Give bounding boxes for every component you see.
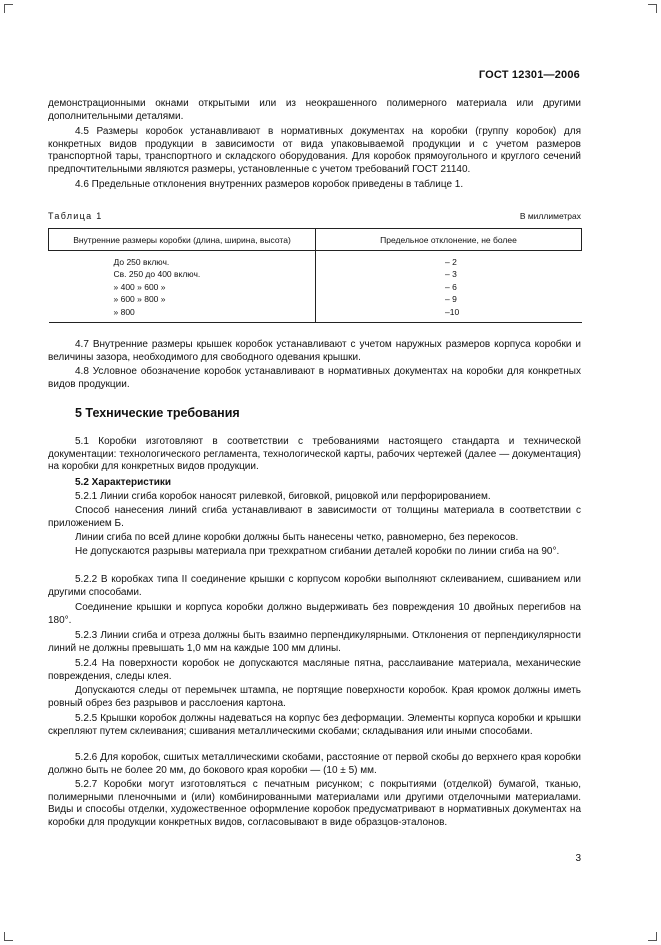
paragraph-5-2-2-joint: Соединение крышки и корпуса коробки должно выдерживать без повреждения 10 двойных перегибов на 180°. (48, 602, 581, 626)
paragraph-4-7: 4.7 Внутренние размеры крышек коробок устанавливают с учетом наружных размеров корпуса коробки и величины зазора, необходимого для свободного одевания крышки. (48, 339, 581, 363)
table-unit: В миллиметрах (519, 211, 581, 221)
corner-mark-top-left (4, 4, 13, 13)
paragraph-4-8: 4.8 Условное обозначение коробок устанавливают в нормативных документах на коробки для конкретных видов продукции. (48, 366, 581, 390)
paragraph-5-2-5: 5.2.5 Крышки коробок должны надеваться на корпус без деформации. Элементы корпуса коробки и крышки скрепляют путем склеивания; сшивания металлическими скобами; складывания или иными способами. (48, 713, 581, 737)
paragraph-5-2-7: 5.2.7 Коробки могут изготовляться с печатным рисунком; с покрытиями (отделкой) бумагой, тканью, полимерными пленочными и (или) комбинированными материалами или другими отделочными материалами. Виды и способы отделки, художественное оформление коробок предусматривают в нормативных документах на коробки для продукции конкретных видов, согласовывают в виде образцов-эталонов. (48, 779, 581, 828)
table-header-sizes: Внутренние размеры коробки (длина, ширина, высота) (49, 229, 316, 251)
table-header-row (49, 229, 582, 251)
size-row: » 800 (113, 306, 135, 317)
size-row: Св. 250 до 400 включ. (113, 269, 201, 280)
table-label: Таблица 1 (48, 211, 103, 221)
paragraph-4-5: 4.5 Размеры коробок устанавливают в нормативных документах на коробки (группу коробок) для конкретных видов продукции в зависимости от вида упаковываемой продукции и с учетом размеров транспортной тары, транспортного и складского оборудования. Для коробок прямоугольного и круглого сечений предпочтительными являются размеры, установленные с учетом требований ГОСТ 21140. (48, 126, 581, 175)
paragraph-5-2-heading: 5.2 Характеристики (75, 477, 172, 488)
size-row: » 600 » 800 » (113, 294, 166, 305)
table-deviation-cell (316, 251, 582, 323)
section-5-title: 5 Технические требования (75, 406, 240, 420)
deviation-row: –10 (445, 306, 460, 317)
paragraph-5-1: 5.1 Коробки изготовляют в соответствии с требованиями настоящего стандарта и технической документации: технологического регламента, технологической карты, рабочих чертежей (далее — документация) на коробки для конкретных видов продукции. (48, 436, 581, 473)
table-header-deviation: Предельное отклонение, не более (316, 229, 582, 251)
table-sizes-cell (49, 251, 316, 323)
paragraph-5-2-4-traces: Допускаются следы от перемычек штампа, не портящие поверхности коробок. Края кромок должны иметь ровный обрез без разрывов и расслоения картона. (48, 685, 581, 709)
deviation-row: – 6 (445, 281, 457, 292)
paragraph-4-6: 4.6 Предельные отклонения внутренних размеров коробок приведены в таблице 1. (75, 179, 464, 190)
deviation-row: – 3 (445, 269, 457, 280)
size-row: До 250 включ. (113, 257, 170, 267)
deviation-table (48, 228, 582, 323)
paragraph-5-2-3: 5.2.3 Линии сгиба и отреза должны быть взаимно перпендикулярными. Отклонения от перпендикулярности линий не должны превышать 1,0 мм на каждые 100 мм длины. (48, 630, 581, 654)
deviation-row: – 9 (445, 294, 457, 305)
corner-mark-bottom-right (648, 932, 657, 941)
paragraph-4-4-continuation: демонстрационными окнами открытыми или из неокрашенного полимерного материала или другими дополнительными деталями. (48, 98, 581, 122)
paragraph-5-2-4: 5.2.4 На поверхности коробок не допускаются масляные пятна, расслаивание материала, механические повреждения, следы клея. (48, 658, 581, 682)
corner-mark-bottom-left (4, 932, 13, 941)
paragraph-5-2-1-breaks: Не допускаются разрывы материала при трехкратном сгибании деталей коробки по линии сгиба на 90°. (75, 546, 560, 557)
document-id-header: ГОСТ 12301—2006 (478, 69, 580, 81)
page-number: 3 (575, 853, 581, 864)
paragraph-5-2-6: 5.2.6 Для коробок, сшитых металлическими скобами, расстояние от первой скобы до верхнего края коробки должно быть не более 20 мм, до бокового края коробки — (10 ± 5) мм. (48, 752, 581, 776)
paragraph-5-2-1-lines: Линии сгиба по всей длине коробки должны быть нанесены четко, равномерно, без перекосов. (75, 532, 519, 543)
size-row: » 400 » 600 » (113, 281, 166, 292)
paragraph-5-2-2: 5.2.2 В коробках типа II соединение крышки с корпусом коробки выполняют склеиванием, сшиванием или другими способами. (48, 574, 581, 598)
deviation-row: – 2 (445, 257, 457, 267)
paragraph-5-2-1: 5.2.1 Линии сгиба коробок наносят рилевкой, биговкой, рицовкой или перфорированием. (75, 491, 491, 502)
paragraph-5-2-1-method: Способ нанесения линий сгиба устанавливают в зависимости от толщины материала в соответствии с приложением Б. (48, 505, 581, 529)
table-row (49, 251, 582, 323)
corner-mark-top-right (648, 4, 657, 13)
